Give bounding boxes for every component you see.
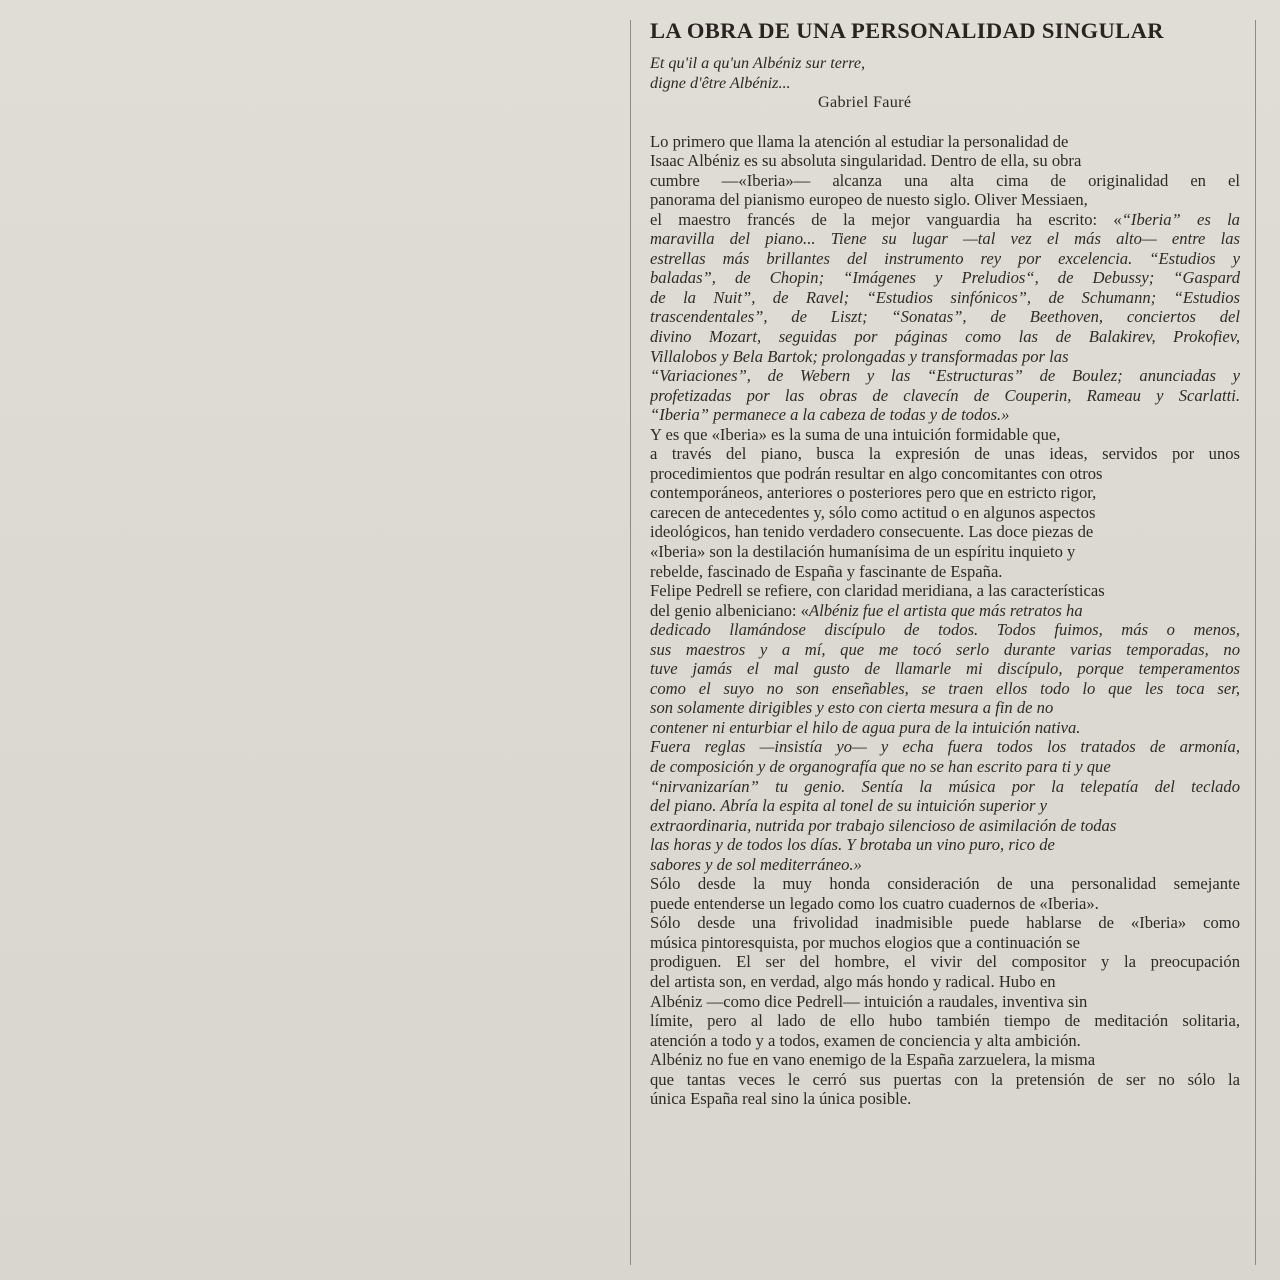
body-line: sabores y de sol mediterráneo.»: [650, 854, 862, 874]
body-line: música pintoresquista, por muchos elogios que a continuación se: [650, 932, 1080, 952]
body-line: maravilla del piano... Tiene su lugar —tal vez el más alto— entre las: [650, 229, 1240, 249]
body-line: dedicado llamándose discípulo de todos. Todos fuimos, más o menos,: [650, 620, 1240, 640]
left-column-rule: [630, 20, 631, 1265]
body-line: a través del piano, busca la expresión de unas ideas, servidos por unos: [650, 444, 1240, 464]
body-line-upright: el maestro francés de la mejor vanguardia ha escrito: «: [650, 209, 1122, 229]
body-line: Sólo desde la muy honda consideración de una personalidad semejante: [650, 874, 1240, 894]
epigraph: [650, 54, 1240, 113]
body-line: panorama del pianismo europeo de nuesto siglo. Oliver Messiaen,: [650, 190, 1088, 210]
body-line: de composición y de organografía que no se han escrito para ti y que: [650, 757, 1111, 776]
body-line: Felipe Pedrell se refiere, con claridad meridiana, a las características: [650, 581, 1105, 601]
body-line-italic: Albéniz fue el artista que más retratos ha: [808, 600, 1083, 620]
body-line: extraordinaria, nutrida por trabajo silencioso de asimilación de todas: [650, 815, 1117, 835]
body-line-upright: del genio albeniciano: «: [650, 600, 809, 620]
body-line: estrellas más brillantes del instrumento rey por excelencia. “Estudios y: [650, 248, 1240, 268]
body-line: prodiguen. El ser del hombre, el vivir del compositor y la preocupación: [650, 952, 1240, 972]
epigraph-author: Gabriel Fauré: [818, 93, 912, 111]
body-line: divino Mozart, seguidas por páginas como las de Balakirev, Prokofiev,: [650, 326, 1240, 346]
text-column: [650, 18, 1240, 1109]
body-line: como el suyo no son enseñables, se traen ellos todo lo que les toca ser,: [650, 678, 1240, 698]
right-column-rule: [1255, 20, 1256, 1265]
body-line: Isaac Albéniz es su absoluta singularidad. Dentro de ella, su obra: [650, 151, 1082, 171]
body-line: son solamente dirigibles y esto con cierta mesura a fin de no: [650, 698, 1054, 718]
body-line: carecen de antecedentes y, sólo como actitud o en algunos aspectos: [650, 502, 1096, 522]
body-line: Sólo desde una frivolidad inadmisible puede hablarse de «Iberia» como: [650, 913, 1240, 933]
body-line: Villalobos y Bela Bartok; prolongadas y transformadas por las: [650, 346, 1069, 366]
page-title: LA OBRA DE UNA PERSONALIDAD SINGULAR: [650, 18, 1164, 43]
body-line: “nirvanizarían” tu genio. Sentía la música por la telepatía del teclado: [650, 776, 1240, 796]
body-line: ideológicos, han tenido verdadero consecuente. Las doce piezas de: [650, 522, 1094, 542]
epigraph-line: Et qu'il a qu'un Albéniz sur terre,: [650, 54, 866, 72]
body-line: contemporáneos, anteriores o posteriores pero que en estricto rigor,: [650, 483, 1097, 503]
body-line: sus maestros y a mí, que me tocó serlo durante varias temporadas, no: [650, 639, 1240, 659]
body-line: puede entenderse un legado como los cuatro cuadernos de «Iberia».: [650, 893, 1099, 913]
body-line: contener ni enturbiar el hilo de agua pura de la intuición nativa.: [650, 717, 1081, 737]
body-line: procedimientos que podrán resultar en algo concomitantes con otros: [650, 463, 1103, 483]
body-text: [650, 132, 1240, 1109]
body-line: cumbre —«Iberia»— alcanza una alta cima de originalidad en el: [650, 170, 1240, 190]
body-line: rebelde, fascinado de España y fascinante de España.: [650, 561, 1003, 581]
body-line: que tantas veces le cerró sus puertas con la pretensión de ser no sólo la: [650, 1069, 1240, 1089]
body-line-italic: “Iberia” es la: [1121, 209, 1240, 229]
body-line: trascendentales”, de Liszt; “Sonatas”, de Beethoven, conciertos del: [650, 307, 1240, 327]
body-line: «Iberia» son la destilación humanísima de un espíritu inquieto y: [650, 541, 1076, 561]
body-line: “Iberia” permanece a la cabeza de todas y de todos.»: [650, 405, 1010, 425]
body-line: Y es que «Iberia» es la suma de una intuición formidable que,: [650, 424, 1061, 444]
body-line: atención a todo y a todos, examen de conciencia y alta ambición.: [650, 1030, 1081, 1050]
body-line: “Variaciones”, de Webern y las “Estructuras” de Boulez; anunciadas y: [650, 366, 1240, 386]
body-line: tuve jamás el mal gusto de llamarle mi discípulo, porque temperamentos: [650, 659, 1240, 679]
body-line: Fuera reglas —insistía yo— y echa fuera todos los tratados de armonía,: [650, 737, 1240, 757]
body-line: Albéniz no fue en vano enemigo de la España zarzuelera, la misma: [650, 1050, 1096, 1070]
body-line: del artista son, en verdad, algo más hondo y radical. Hubo en: [650, 972, 1056, 992]
body-line: [650, 210, 1240, 230]
body-line: del piano. Abría la espita al tonel de su intuición superior y: [650, 796, 1047, 816]
body-line: límite, pero al lado de ello hubo también tiempo de meditación solitaria,: [650, 1011, 1240, 1031]
epigraph-line: digne d'être Albéniz...: [650, 73, 791, 92]
body-line: Lo primero que llama la atención al estudiar la personalidad de: [650, 131, 1069, 151]
body-line: profetizadas por las obras de clavecín de Couperin, Rameau y Scarlatti.: [650, 385, 1240, 405]
body-line: baladas”, de Chopin; “Imágenes y Preludios“, de Debussy; “Gaspard: [650, 268, 1240, 288]
body-line: Albéniz —como dice Pedrell— intuición a raudales, inventiva sin: [650, 991, 1088, 1011]
body-line: [650, 601, 1240, 621]
body-line: única España real sino la única posible.: [650, 1089, 912, 1109]
body-line: las horas y de todos los días. Y brotaba un vino puro, rico de: [650, 835, 1055, 855]
body-line: de la Nuit”, de Ravel; “Estudios sinfónicos”, de Schumann; “Estudios: [650, 287, 1240, 307]
